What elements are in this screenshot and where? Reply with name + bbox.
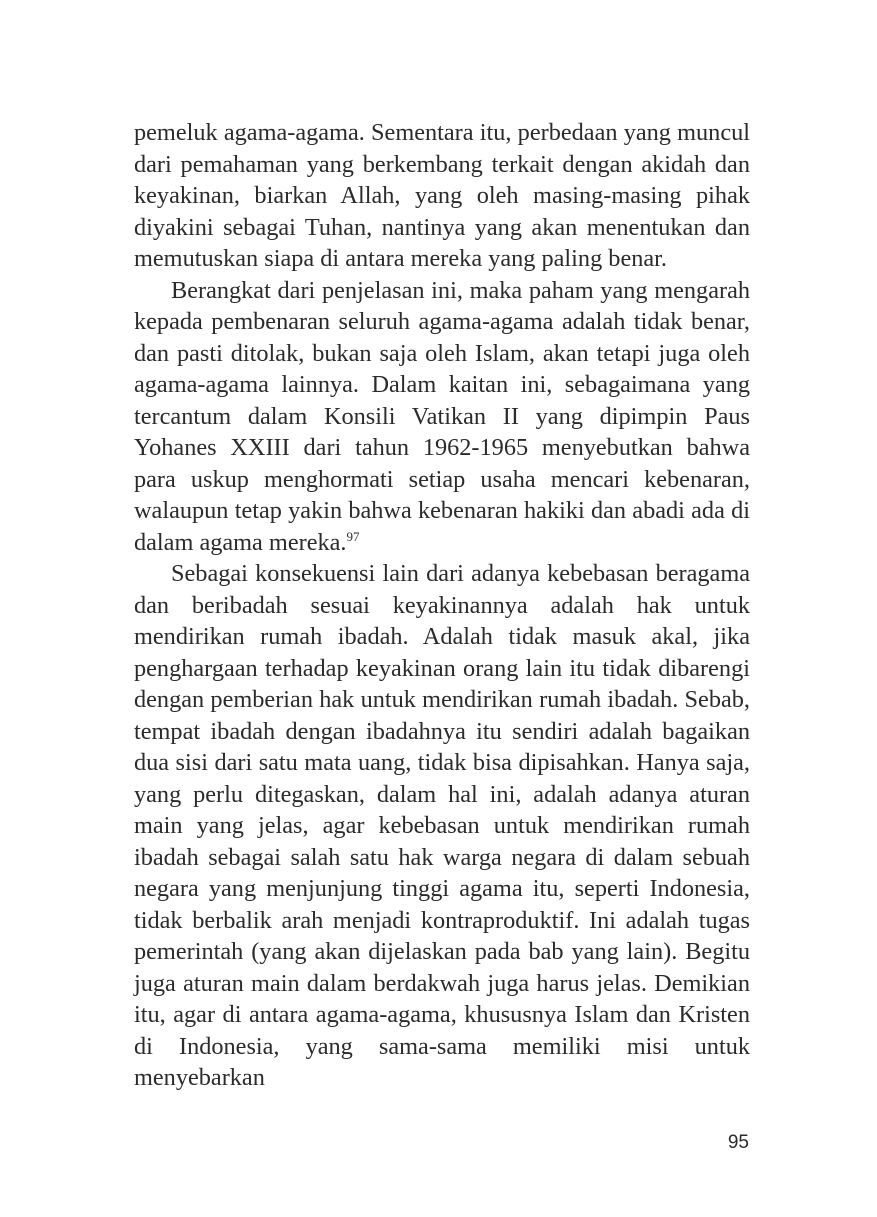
paragraph-konsili-vatikan: [134, 275, 750, 559]
footnote-reference[interactable]: 97: [346, 528, 360, 544]
page-number: 95: [727, 1132, 749, 1153]
paragraph-rumah-ibadah: Sebagai konsekuensi lain dari adanya kebebasan beragama dan beribadah sesuai keyakinannya adalah hak untuk mendirikan rumah ibadah. Adalah tidak masuk akal, jika penghargaan terhadap keyakinan orang lain itu tidak dibarengi dengan pemberian hak untuk mendirikan rumah ibadah. Sebab, tempat ibadah dengan ibadahnya itu sendiri adalah bagaikan dua sisi dari satu mata uang, tidak bisa dipisahkan. Hanya saja, yang perlu ditegaskan, dalam hal ini, adalah adanya aturan main yang jelas, agar kebebasan untuk mendirikan rumah ibadah sebagai salah satu hak warga negara di dalam sebuah negara yang menjunjung tinggi agama itu, seperti Indonesia, tidak berbalik arah menjadi kontraproduktif. Ini adalah tugas pemerintah (yang akan dijelaskan pada bab yang lain). Begitu juga aturan main dalam berdakwah juga harus jelas. Demikian itu, agar di antara agama-agama, khususnya Islam dan Kristen di Indonesia, yang sama-sama memiliki misi untuk menyebarkan: [134, 560, 750, 1091]
paragraph-continuation: pemeluk agama-agama. Sementara itu, perbedaan yang muncul dari pemahaman yang berkembang terkait dengan akidah dan keyakinan, biarkan Allah, yang oleh masing-masing pihak diyakini sebagai Tuhan, nantinya yang akan menentukan dan memutuskan siapa di antara mereka yang paling benar.: [134, 119, 750, 272]
body-text: [134, 117, 750, 1094]
paragraph-text: Berangkat dari penjelasan ini, maka paham yang mengarah kepada pembenaran seluruh agama-agama adalah tidak benar, dan pasti ditolak, bukan saja oleh Islam, akan tetapi juga oleh agama-agama lainnya. Dalam kaitan ini, sebagaimana yang tercantum dalam Konsili Vatikan II yang dipimpin Paus Yohanes XXIII dari tahun 1962-1965 menyebutkan bahwa para uskup menghormati setiap usaha mencari kebenaran, walaupun tetap yakin bahwa kebenaran hakiki dan abadi ada di dalam agama mereka.: [134, 276, 750, 556]
